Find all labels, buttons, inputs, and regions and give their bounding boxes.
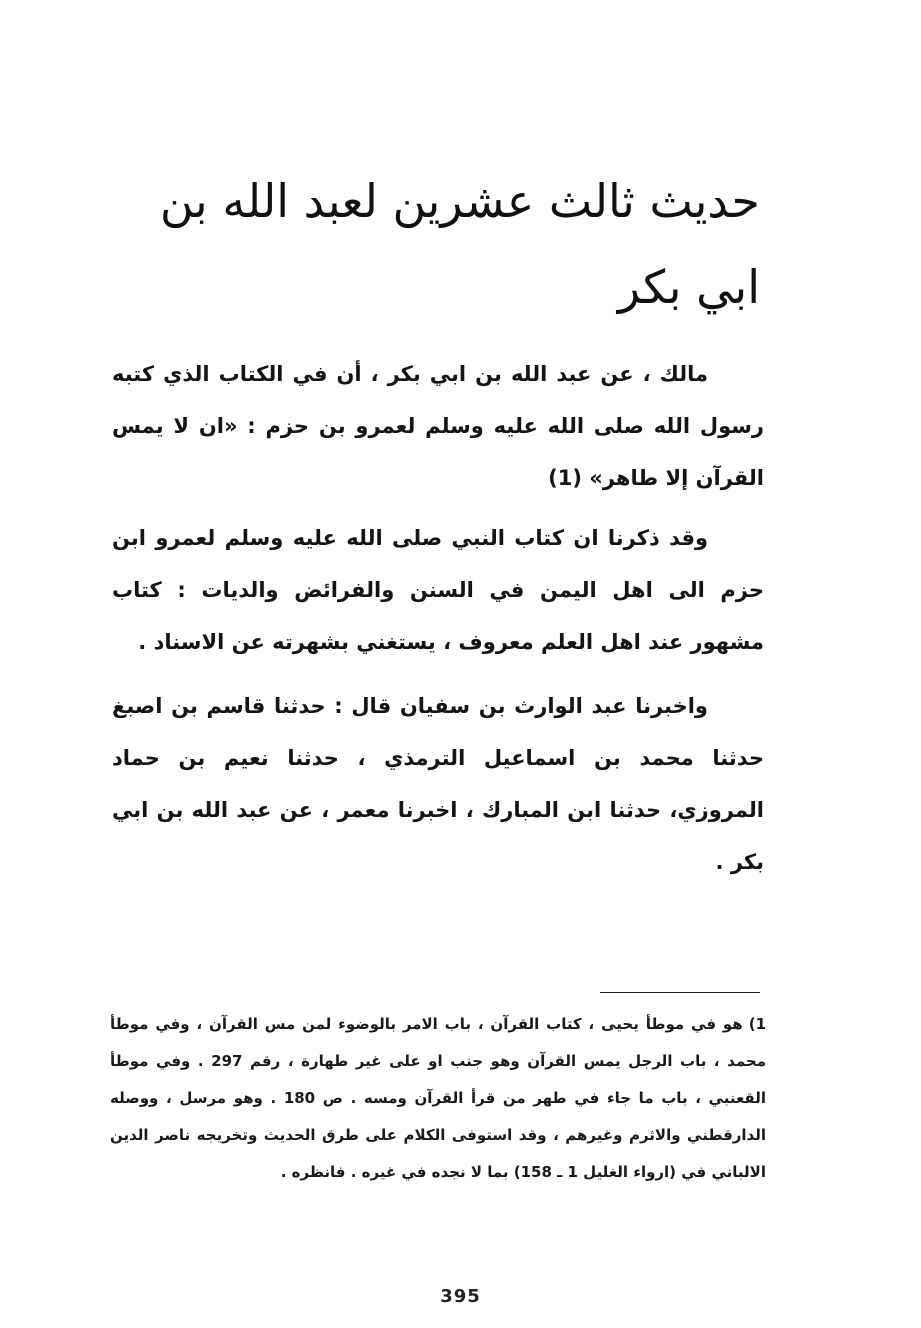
footnote-divider — [600, 992, 760, 993]
paragraph-3 — [112, 680, 764, 888]
paragraph-2 — [112, 512, 764, 668]
footnote-number: 1) — [748, 1015, 766, 1033]
footnote — [110, 1006, 766, 1191]
page-number: 395 — [440, 1286, 481, 1307]
footnote-text: هو في موطأ يحيى ، كتاب القرآن ، باب الامر بالوضوء لمن مس القرآن ، وفي موطأ محمد ، باب الرجل يمس القرآن وهو جنب او على غير طهارة ، رقم 297 . وفي موطأ القعنبي ، باب ما جاء في طهر من قرأ القرآن ومسه . ص 180 . وهو مرسل ، ووصله الدارقطني والاثرم وغيرهم ، وقد استوفى الكلام على طرق الحديث وتخريجه ناصر الدين الالباني في (ارواء الغليل 1 ـ 158) بما لا نجده في غيره . فانظره . — [110, 1015, 767, 1181]
paragraph-1-text: مالك ، عن عبد الله بن ابي بكر ، أن في الكتاب الذي كتبه رسول الله صلى الله عليه وسلم لعمرو بن حزم : «ان لا يمس القرآن إلا طاهر» (1) — [112, 362, 764, 490]
hadith-title: حديث ثالث عشرين لعبد الله بن ابي بكر — [159, 174, 760, 314]
paragraph-2-text: وقد ذكرنا ان كتاب النبي صلى الله عليه وسلم لعمرو ابن حزم الى اهل اليمن في السنن والفرائض والديات : كتاب مشهور عند اهل العلم معروف ، يستغني بشهرته عن الاسناد . — [112, 526, 764, 654]
paragraph-1 — [112, 348, 764, 504]
paragraph-3-text: واخبرنا عبد الوارث بن سفيان قال : حدثنا قاسم بن اصبغ حدثنا محمد بن اسماعيل الترمذي ، حدثنا نعيم بن حماد المروزي، حدثنا ابن المبارك ، اخبرنا معمر ، عن عبد الله بن ابي بكر . — [112, 694, 764, 874]
